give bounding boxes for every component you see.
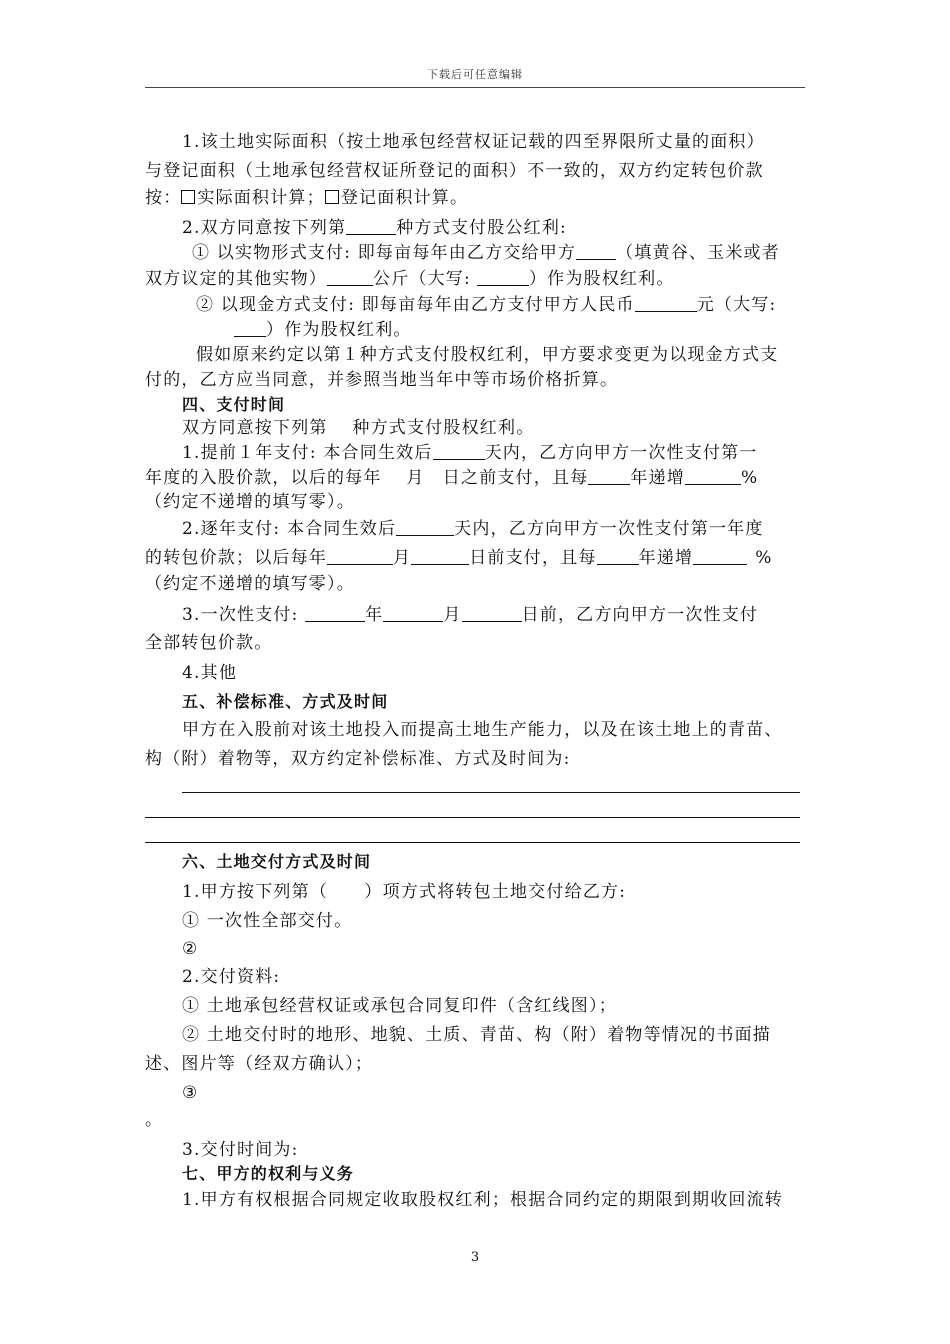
clause-line: 假如原来约定以第１种方式支付股权红利，甲方要求变更为以现金方式支 xyxy=(196,345,779,365)
clause-line: ① 一次性全部交付。 xyxy=(182,911,353,931)
clause-line: 1.甲方按下列第（ ）项方式将转包土地交付给乙方: xyxy=(182,882,627,902)
clause-text: 公斤（大写: xyxy=(373,269,471,289)
clause-line xyxy=(182,218,850,238)
clause-text: 年递增 xyxy=(630,468,686,488)
clause-line: 付的，乙方应当同意，并参照当地当年中等市场价格折算。 xyxy=(145,370,619,390)
page-header: 下载后可任意编辑 xyxy=(427,68,523,81)
clause-text: 年 xyxy=(365,605,384,625)
clause-line: 双方同意按下列第 种方式支付股权红利。 xyxy=(182,418,535,438)
section-heading: 四、支付时间 xyxy=(182,395,286,414)
clause-line: 与登记面积（土地承包经营权证所登记的面积）不一致的，双方约定转包价款 xyxy=(145,161,764,181)
clause-text: 天内，乙方向甲方一次性支付第一年度 xyxy=(454,519,764,539)
checkbox-actual-area[interactable] xyxy=(181,190,195,204)
blank-field[interactable] xyxy=(576,243,616,260)
clause-text: ）作为股权红利。 xyxy=(528,269,675,289)
clause-text: ① 以实物形式支付: 即每亩每年由乙方交给甲方 xyxy=(192,243,577,263)
clause-line: 2.交付资料: xyxy=(182,967,281,987)
blank-field[interactable] xyxy=(327,269,373,286)
clause-line: 1.该土地实际面积（按土地承包经营权证记载的四至界限所丈量的面积） xyxy=(182,132,765,152)
clause-text: ② 以现金方式支付: 即每亩每年由乙方支付甲方人民币 xyxy=(196,295,635,315)
fill-in-line[interactable] xyxy=(145,817,800,818)
clause-text: 种方式支付股公红利: xyxy=(396,218,567,238)
blank-field[interactable] xyxy=(234,320,266,337)
clause-line: 述、图片等（经双方确认）； xyxy=(145,1054,374,1074)
clause-line xyxy=(182,605,850,625)
clause-text: 2.逐年支付: 本合同生效后 xyxy=(182,519,397,539)
clause-line: 3.交付时间为: xyxy=(182,1140,299,1160)
clause-line: ① 土地承包经营权证或承包合同复印件（含红线图）； xyxy=(182,996,617,1016)
blank-field[interactable] xyxy=(635,295,697,312)
fill-in-line[interactable] xyxy=(182,792,800,793)
clause-text: 日前，乙方向甲方一次性支付 xyxy=(521,605,759,625)
clause-text: 2.双方同意按下列第 xyxy=(182,218,347,238)
blank-field[interactable] xyxy=(327,548,393,565)
clause-line: 全部转包价款。 xyxy=(145,633,273,653)
blank-field[interactable] xyxy=(411,548,469,565)
blank-field[interactable] xyxy=(396,519,454,536)
clause-line: 4.其他 xyxy=(182,663,238,683)
clause-line: ② 土地交付时的地形、地貌、土质、青苗、构（附）着物等情况的书面描 xyxy=(182,1025,772,1045)
clause-text: （填黄谷、玉米或者 xyxy=(616,243,780,263)
checkbox-registered-area[interactable] xyxy=(325,190,339,204)
clause-text: 按： xyxy=(145,188,182,208)
blank-field[interactable] xyxy=(346,218,396,235)
blank-field[interactable] xyxy=(305,605,365,622)
clause-line xyxy=(182,443,850,463)
clause-text: 元（大写: xyxy=(696,295,777,315)
clause-text: % xyxy=(755,548,773,568)
blank-field[interactable] xyxy=(588,468,630,485)
clause-line: （约定不递增的填写零）。 xyxy=(145,492,355,512)
checkbox-label: 登记面积计算。 xyxy=(340,188,469,208)
clause-line: ③ xyxy=(182,1083,199,1103)
blank-field[interactable] xyxy=(685,468,741,485)
clause-line: 构（附）着物等，双方约定补偿标准、方式及时间为: xyxy=(145,749,571,769)
blank-field[interactable] xyxy=(597,548,639,565)
clause-text: % xyxy=(741,468,759,488)
page-number: 3 xyxy=(470,1250,480,1265)
blank-field[interactable] xyxy=(693,548,747,565)
section-heading: 五、补偿标准、方式及时间 xyxy=(182,692,389,711)
clause-line xyxy=(182,519,850,539)
section-heading: 七、甲方的权利与义务 xyxy=(182,1164,355,1183)
clause-text: 的转包价款；以后每年 xyxy=(145,548,327,568)
blank-field[interactable] xyxy=(383,605,443,622)
clause-line xyxy=(145,269,813,289)
clause-text: 双方议定的其他实物） xyxy=(145,269,327,289)
clause-line xyxy=(145,548,813,568)
clause-line: 甲方在入股前对该土地投入而提高土地生产能力，以及在该土地上的青苗、 xyxy=(182,720,783,740)
clause-line: 1.甲方有权根据合同规定收取股权红利；根据合同约定的期限到期收回流转 xyxy=(182,1190,784,1210)
clause-line xyxy=(196,295,864,315)
clause-line: （约定不递增的填写零）。 xyxy=(145,574,355,594)
clause-line xyxy=(234,320,902,340)
section-heading: 六、土地交付方式及时间 xyxy=(182,852,372,871)
clause-text: 1.提前１年支付: 本合同生效后 xyxy=(182,443,433,463)
checkbox-label: 实际面积计算； xyxy=(197,188,325,208)
clause-text: 月 xyxy=(443,605,462,625)
clause-text: 月 xyxy=(393,548,412,568)
clause-text: ）作为股权红利。 xyxy=(266,320,412,340)
clause-line xyxy=(192,243,860,263)
clause-text: 日前支付，且每 xyxy=(469,548,597,568)
clause-text: 年度的入股价款，以后的每年 月 日之前支付，且每 xyxy=(145,468,589,488)
clause-line: ② xyxy=(182,939,199,959)
clause-line xyxy=(145,468,813,488)
clause-text: 年递增 xyxy=(638,548,694,568)
clause-line xyxy=(145,188,813,208)
blank-field[interactable] xyxy=(462,605,522,622)
clause-line: 。 xyxy=(145,1110,164,1130)
blank-field[interactable] xyxy=(433,443,485,460)
clause-text: 3.一次性支付: xyxy=(182,605,306,625)
header-divider xyxy=(145,87,805,88)
blank-field[interactable] xyxy=(477,269,529,286)
fill-in-line[interactable] xyxy=(145,842,800,843)
clause-text: 天内，乙方向甲方一次性支付第一 xyxy=(484,443,758,463)
